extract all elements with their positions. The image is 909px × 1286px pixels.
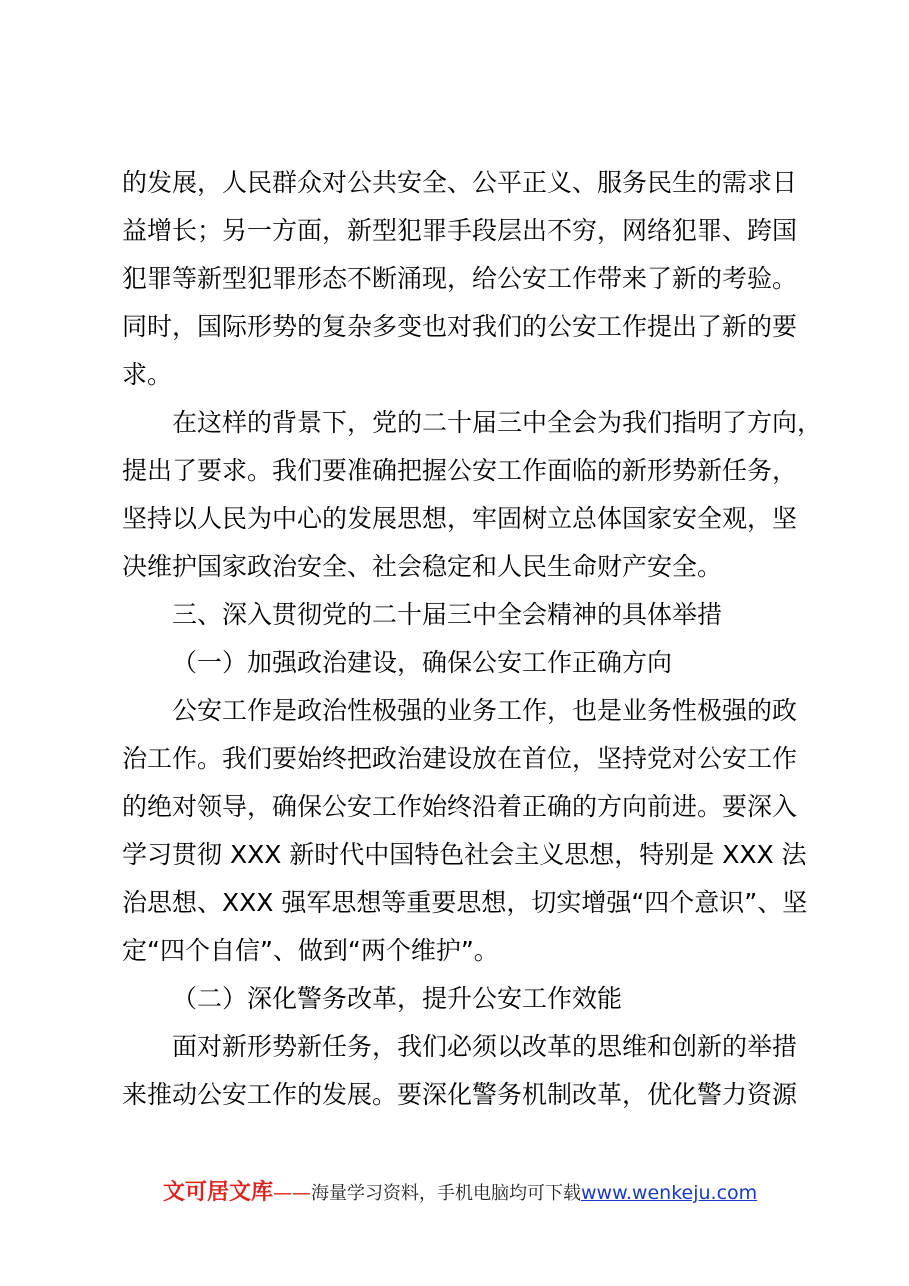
section-heading: 三、深入贯彻党的二十届三中全会精神的具体举措 xyxy=(172,600,723,629)
paragraph-line: 同时，国际形势的复杂多变也对我们的公安工作提出了新的要 xyxy=(122,312,798,341)
subsection-heading: （一）加强政治建设，确保公安工作正确方向 xyxy=(172,648,673,677)
paragraph-line: 提出了要求。我们要准确把握公安工作面临的新形势新任务， xyxy=(122,456,798,485)
paragraph-line: 来推动公安工作的发展。要深化警务机制改革，优化警力资源 xyxy=(122,1080,798,1109)
paragraph-line: 在这样的背景下，党的二十届三中全会为我们指明了方向， xyxy=(172,408,823,437)
footer-tagline: 海量学习资料，手机电脑均可下载 xyxy=(311,1183,582,1204)
paragraph-line: 求。 xyxy=(122,360,173,389)
paragraph-line: 定“四个自信”、做到“两个维护”。 xyxy=(122,936,499,965)
paragraph-line: 治工作。我们要始终把政治建设放在首位，坚持党对公安工作 xyxy=(122,744,798,773)
footer-dash: —— xyxy=(273,1182,312,1204)
website-link[interactable]: www.wenkeju.com xyxy=(581,1182,758,1204)
paragraph-line: 决维护国家政治安全、社会稳定和人民生命财产安全。 xyxy=(122,552,723,581)
footer-banner xyxy=(163,1180,757,1207)
paragraph-line: 坚持以人民为中心的发展思想，牢固树立总体国家安全观，坚 xyxy=(122,504,798,533)
paragraph-line: 的绝对领导，确保公安工作始终沿着正确的方向前进。要深入 xyxy=(122,792,798,821)
subsection-heading: （二）深化警务改革，提升公安工作效能 xyxy=(172,984,623,1013)
paragraph-line: 犯罪等新型犯罪形态不断涌现，给公安工作带来了新的考验。 xyxy=(122,264,798,293)
paragraph-line: 公安工作是政治性极强的业务工作，也是业务性极强的政 xyxy=(172,696,798,725)
paragraph-line: 学习贯彻 XXX 新时代中国特色社会主义思想，特别是 XXX 法 xyxy=(122,840,807,869)
paragraph-line: 益增长；另一方面，新型犯罪手段层出不穷，网络犯罪、跨国 xyxy=(122,216,798,245)
paragraph-line: 面对新形势新任务，我们必须以改革的思维和创新的举措 xyxy=(172,1032,798,1061)
brand-name: 文可居文库 xyxy=(163,1180,274,1205)
paragraph-line: 治思想、XXX 强军思想等重要思想，切实增强“四个意识”、坚 xyxy=(122,888,808,917)
paragraph-line: 的发展，人民群众对公共安全、公平正义、服务民生的需求日 xyxy=(122,168,798,197)
